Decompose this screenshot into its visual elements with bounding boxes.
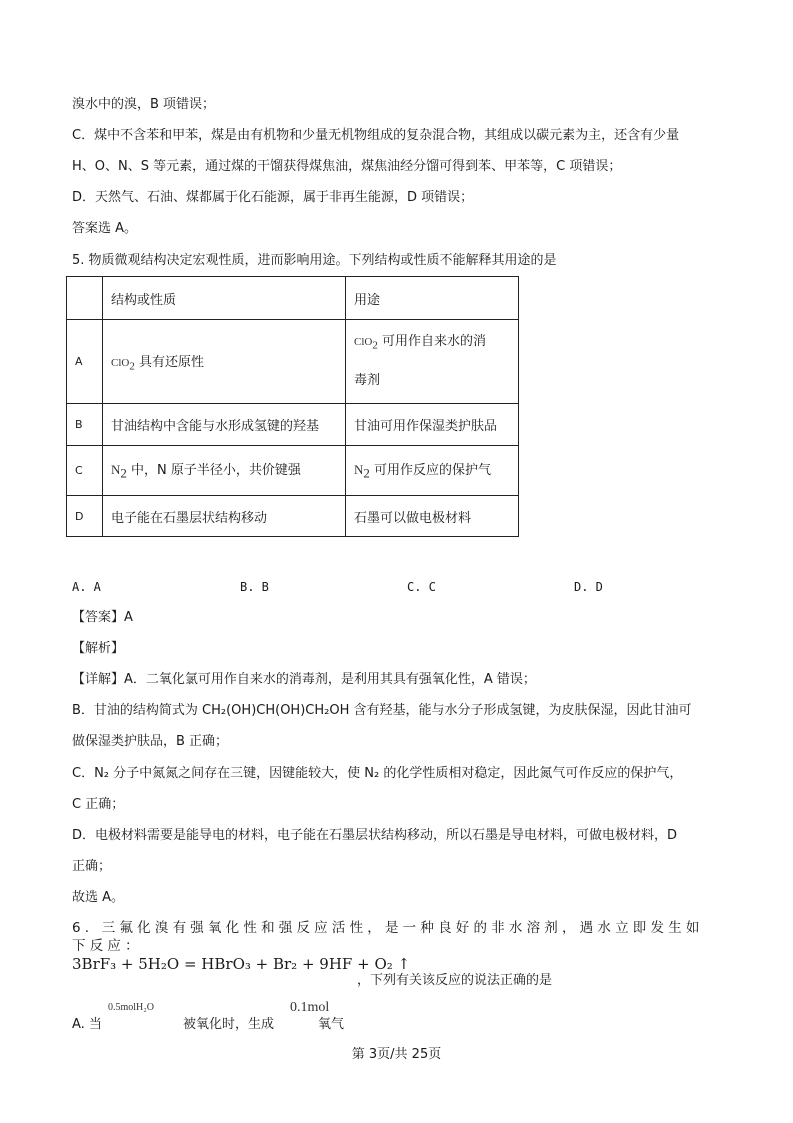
table-header-cell: 用途 xyxy=(346,277,519,320)
cell-text: 毒剂 xyxy=(354,373,381,389)
formula-subscript: 2 xyxy=(120,465,127,481)
text-line: H、O、N、S 等元素，通过煤的干馏获得煤焦油，煤焦油经分馏可得到苯、甲苯等，C 项错误； xyxy=(72,159,622,174)
cell-text: 中，N 原子半径小，共价键强 xyxy=(126,463,301,479)
detail-line: 做保湿类护肤品，B 正确； xyxy=(72,734,229,749)
table-row xyxy=(67,496,519,537)
structure-cell xyxy=(103,446,346,496)
formula: N xyxy=(111,462,121,478)
option-a-amount: 0.1mol xyxy=(290,1000,330,1015)
text-line: 答案选 A。 xyxy=(72,221,138,236)
formula: ClO xyxy=(354,335,373,348)
reaction-equation: 3BrF₃ + 5H₂O = HBrO₃ + Br₂ + 9HF + O₂ ↑ xyxy=(72,955,411,973)
option-a-quantity: 0.5molH₂O xyxy=(108,1002,154,1013)
detail-line: B．甘油的结构简式为 CH₂(OH)CH(OH)CH₂OH 含有羟基，能与水分子形成氢键，为皮肤保湿，因此甘油可 xyxy=(72,703,692,718)
row-key: A xyxy=(67,320,103,404)
analysis-label: 【解析】 xyxy=(72,641,125,656)
structure-cell: 甘油结构中含能与水形成氢键的羟基 xyxy=(103,404,346,446)
usage-cell: 甘油可用作保湿类护肤品 xyxy=(346,404,519,446)
row-key: D xyxy=(67,496,103,537)
question-5-table xyxy=(66,276,519,537)
structure-cell xyxy=(103,320,346,404)
option-a-suffix: 氧气 xyxy=(318,1017,345,1032)
row-key: C xyxy=(67,446,103,496)
option-d: D. D xyxy=(574,580,603,594)
option-a-text: 被氧化时，生成 xyxy=(183,1017,275,1032)
table-header-cell: 结构或性质 xyxy=(103,277,346,320)
formula-subscript: 2 xyxy=(129,360,135,373)
question-6-stem: 6. 三氟化溴有强氧化性和强反应活性，是一种良好的非水溶剂，遇水立即发生如 xyxy=(72,920,704,936)
formula: N xyxy=(354,462,364,478)
row-key: B xyxy=(67,404,103,446)
usage-cell xyxy=(346,320,519,404)
text-line: D．天然气、石油、煤都属于化石能源，属于非再生能源，D 项错误； xyxy=(72,190,474,205)
detail-line: 故选 A。 xyxy=(72,890,125,905)
text-line: C．煤中不含苯和甲苯，煤是由有机物和少量无机物组成的复杂混合物，其组成以碳元素为主，还含有少量 xyxy=(72,128,680,143)
usage-cell xyxy=(346,446,519,496)
detail-line: 【详解】A．二氧化氯可用作自来水的消毒剂，是利用其具有强氧化性，A 错误； xyxy=(72,672,536,687)
option-b: B. B xyxy=(240,580,269,594)
formula-subscript: 2 xyxy=(372,339,378,352)
cell-text: 具有还原性 xyxy=(134,354,204,370)
cell-text: 可用作反应的保护气 xyxy=(369,463,492,479)
detail-line: C 正确； xyxy=(72,797,125,812)
detail-line: C．N₂ 分子中氮氮之间存在三键，因键能较大，使 N₂ 的化学性质相对稳定，因此氮气可作反应的保护气， xyxy=(72,766,683,781)
question-5-stem: 5. 物质微观结构决定宏观性质，进而影响用途。下列结构或性质不能解释其用途的是 xyxy=(72,253,557,268)
question-6-stem: 下反应： xyxy=(72,938,143,954)
formula-subscript: 2 xyxy=(363,465,370,481)
option-c: C. C xyxy=(407,580,436,594)
detail-line: D．电极材料需要是能导电的材料，电子能在石墨层状结构移动，所以石墨是导电材料，可做电极材料，D xyxy=(72,828,678,843)
text-line: 溴水中的溴，B 项错误； xyxy=(72,97,216,112)
cell-text: 可用作自来水的消 xyxy=(377,333,486,349)
table-row xyxy=(67,446,519,496)
structure-cell: 电子能在石墨层状结构移动 xyxy=(103,496,346,537)
detail-line: 正确； xyxy=(72,859,112,874)
answer-label: 【答案】A xyxy=(72,610,133,625)
table-row xyxy=(67,404,519,446)
page-footer: 第 3页/共 25页 xyxy=(351,1047,442,1062)
table-row xyxy=(67,320,519,404)
table-header-row xyxy=(67,277,519,320)
usage-cell: 石墨可以做电极材料 xyxy=(346,496,519,537)
option-a: A. A xyxy=(72,580,101,594)
option-a-prefix: A. 当 xyxy=(72,1017,102,1032)
question-6-stem: ，下列有关该反应的说法正确的是 xyxy=(357,973,553,988)
formula: ClO xyxy=(111,356,130,369)
table-header-cell xyxy=(67,277,103,320)
